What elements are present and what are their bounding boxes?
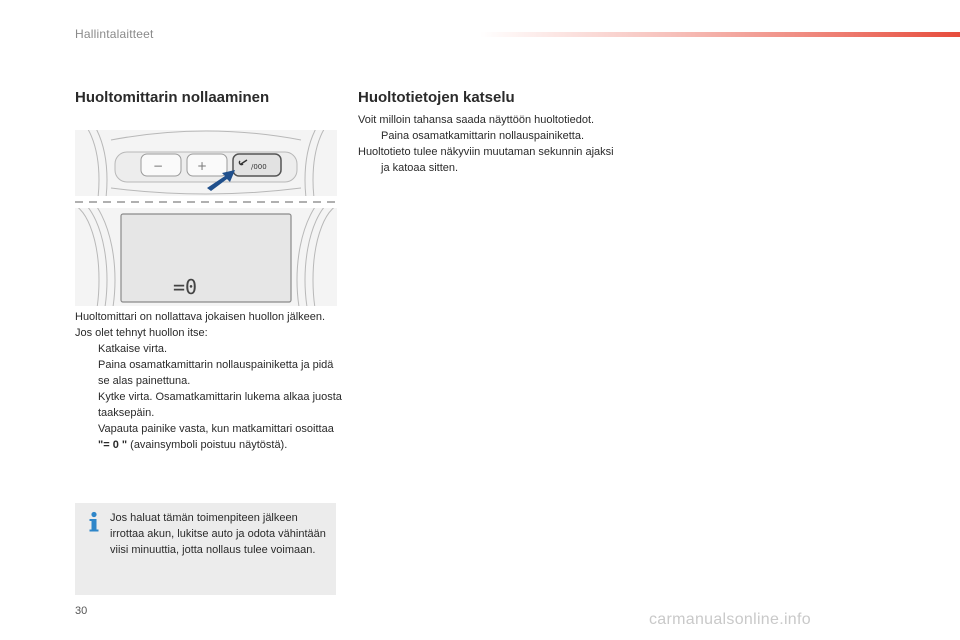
odometer-readout: =0 bbox=[173, 275, 198, 299]
step-4: Vapauta painike vasta, kun matkamittari osoittaa "= 0 " (avainsymboli poistuu näytöstä). bbox=[98, 423, 334, 451]
left-heading: Huoltomittarin nollaaminen bbox=[75, 89, 270, 106]
right-outro: Huoltotieto tulee näkyviin muutaman sekunnin ajaksi ja katoaa sitten. bbox=[358, 146, 614, 174]
minus-button-label: − bbox=[153, 159, 164, 173]
page-number: 30 bbox=[75, 605, 88, 617]
plus-button-label: + bbox=[197, 159, 208, 173]
right-heading: Huoltotietojen katselu bbox=[358, 89, 515, 106]
section-label: Hallintalaitteet bbox=[75, 27, 154, 41]
right-step: Paina osamatkamittarin nollauspainiketta. bbox=[381, 130, 585, 142]
condition-paragraph: Jos olet tehnyt huollon itse: bbox=[75, 327, 208, 339]
step-2: Paina osamatkamittarin nollauspainiketta ja pidä se alas painettuna. bbox=[98, 359, 334, 387]
intro-paragraph: Huoltomittari on nollattava jokaisen huollon jälkeen. bbox=[75, 311, 326, 323]
reset-value: "= 0 " bbox=[98, 439, 128, 451]
step-1: Katkaise virta. bbox=[98, 343, 168, 355]
right-intro: Voit milloin tahansa saada näyttöön huoltotiedot. bbox=[358, 114, 595, 126]
control-buttons bbox=[141, 154, 281, 176]
reset-button-label: /000 bbox=[251, 163, 267, 171]
left-body-text bbox=[75, 309, 343, 453]
step-3: Kytke virta. Osamatkamittarin lukema alkaa juosta taaksepäin. bbox=[98, 391, 342, 419]
info-box bbox=[75, 503, 336, 595]
right-body-text bbox=[358, 112, 620, 176]
info-icon bbox=[87, 511, 101, 533]
odometer-display bbox=[121, 214, 291, 302]
info-text: Jos haluat tämän toimenpiteen jälkeen irrottaa akun, lukitse auto ja odota vähintään viisi minuuttia, jotta nollaus tulee voimaan. bbox=[110, 512, 326, 556]
instrument-illustration bbox=[75, 130, 337, 306]
instrument-cluster-drawing bbox=[75, 130, 337, 306]
watermark: carmanualsonline.info bbox=[649, 611, 811, 628]
header-accent-bar bbox=[480, 32, 960, 37]
